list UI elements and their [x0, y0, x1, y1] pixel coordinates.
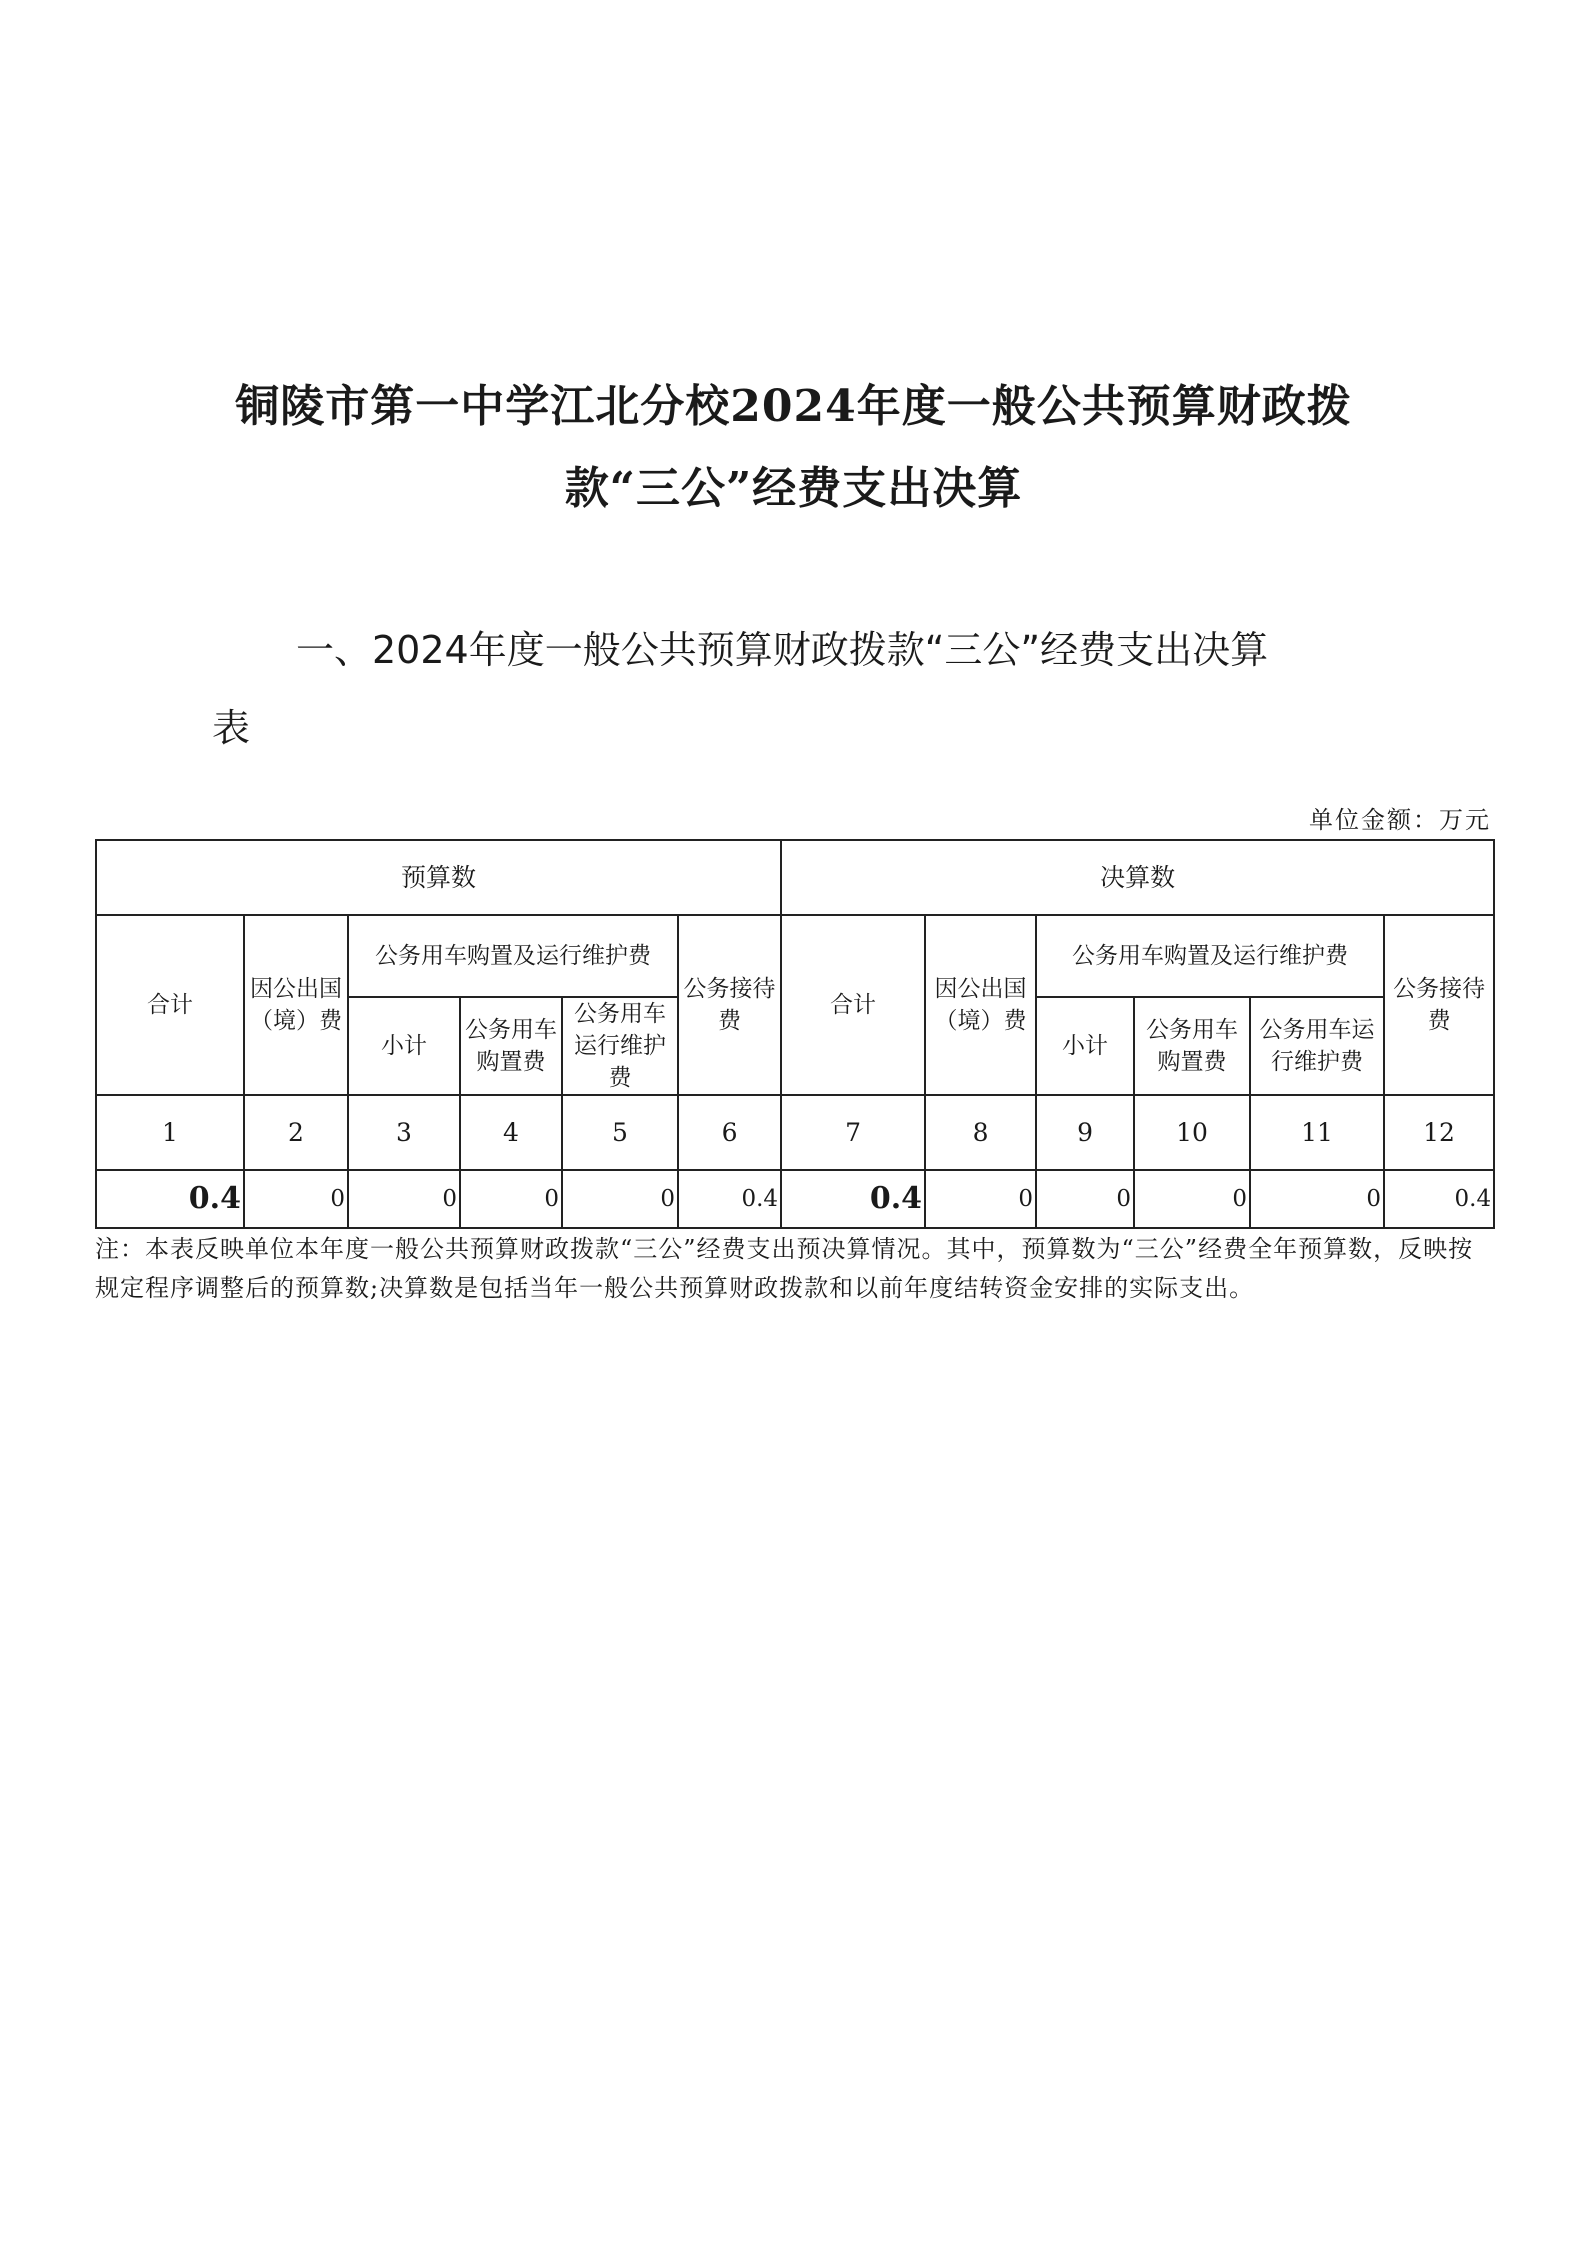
table-header-row [96, 915, 1494, 997]
column-number: 11 [1250, 1095, 1384, 1170]
final-abroad-value: 0 [925, 1170, 1036, 1228]
section-heading-line-1: 一、2024年度一般公共预算财政拨款“三公”经费支出决算 [296, 628, 1269, 672]
final-total-header: 合计 [781, 915, 925, 1095]
final-operation-value: 0 [1250, 1170, 1384, 1228]
document-title-line-2: 款“三公”经费支出决算 [564, 463, 1023, 514]
document-title-line-1: 铜陵市第一中学江北分校2024年度一般公共预算财政拨 [235, 381, 1352, 432]
value-row [96, 1170, 1494, 1228]
column-number: 8 [925, 1095, 1036, 1170]
budget-operation-header: 公务用车运行维护费 [562, 997, 678, 1095]
budget-subtotal-value: 0 [348, 1170, 460, 1228]
budget-purchase-header: 公务用车购置费 [460, 997, 562, 1095]
column-number: 6 [678, 1095, 781, 1170]
table-footnote: 注：本表反映单位本年度一般公共预算财政拨款“三公”经费支出预决算情况。其中，预算数为“三公”经费全年预算数，反映按规定程序调整后的预算数;决算数是包括当年一般公共预算财政拨款和以前年度结转资金安排的实际支出。 [95, 1235, 1474, 1302]
column-number: 10 [1134, 1095, 1250, 1170]
table-group-header-row [96, 840, 1494, 915]
column-number: 9 [1036, 1095, 1134, 1170]
column-number: 2 [244, 1095, 348, 1170]
final-subtotal-value: 0 [1036, 1170, 1134, 1228]
budget-subtotal-header: 小计 [348, 997, 460, 1095]
budget-reception-header: 公务接待费 [678, 915, 781, 1095]
budget-group-header: 预算数 [96, 840, 781, 915]
budget-total-header: 合计 [96, 915, 244, 1095]
column-number: 4 [460, 1095, 562, 1170]
final-operation-header: 公务用车运行维护费 [1250, 997, 1384, 1095]
final-reception-value: 0.4 [1384, 1170, 1494, 1228]
column-number-row [96, 1095, 1494, 1170]
section-heading-line-2: 表 [212, 706, 251, 750]
three-public-expense-table [95, 839, 1495, 1229]
final-abroad-header: 因公出国（境）费 [925, 915, 1036, 1095]
final-purchase-header: 公务用车购置费 [1134, 997, 1250, 1095]
budget-vehicle-header: 公务用车购置及运行维护费 [348, 915, 678, 997]
budget-purchase-value: 0 [460, 1170, 562, 1228]
column-number: 1 [96, 1095, 244, 1170]
unit-label: 单位金额：万元 [1309, 806, 1491, 834]
budget-total-value: 0.4 [96, 1170, 244, 1228]
final-reception-header: 公务接待费 [1384, 915, 1494, 1095]
budget-abroad-value: 0 [244, 1170, 348, 1228]
column-number: 7 [781, 1095, 925, 1170]
column-number: 5 [562, 1095, 678, 1170]
final-purchase-value: 0 [1134, 1170, 1250, 1228]
column-number: 3 [348, 1095, 460, 1170]
final-vehicle-header: 公务用车购置及运行维护费 [1036, 915, 1384, 997]
budget-abroad-header: 因公出国（境）费 [244, 915, 348, 1095]
final-total-value: 0.4 [781, 1170, 925, 1228]
final-subtotal-header: 小计 [1036, 997, 1134, 1095]
budget-operation-value: 0 [562, 1170, 678, 1228]
budget-reception-value: 0.4 [678, 1170, 781, 1228]
final-group-header: 决算数 [781, 840, 1494, 915]
column-number: 12 [1384, 1095, 1494, 1170]
